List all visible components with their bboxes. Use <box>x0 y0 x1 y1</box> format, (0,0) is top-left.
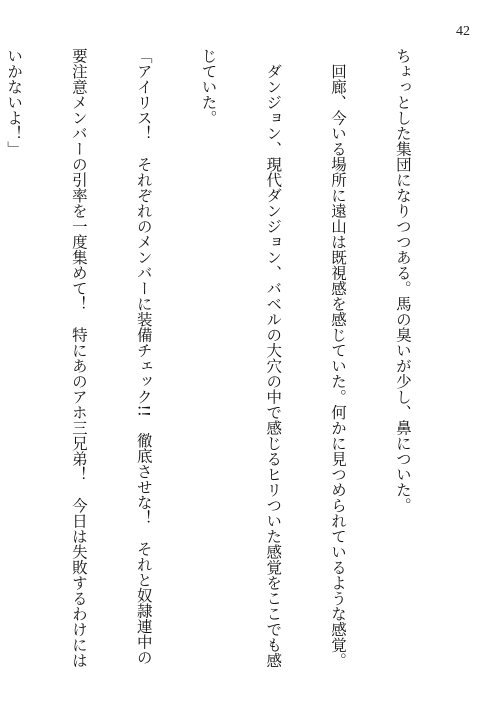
text-line: いかないよ！」 <box>5 48 24 157</box>
text-line: じていた。 <box>199 48 218 126</box>
page-number: 42 <box>456 24 470 39</box>
text-line: 回廊、今いる場所に遠山は既視感を感じていた。何かに見つめられているような感覚。 <box>329 48 348 668</box>
text-line: ちょっとした集団になりつつある。馬の臭いが少し、鼻についた。 <box>393 48 412 513</box>
novel-body-text <box>0 48 456 678</box>
text-line: 要注意メンバーの引率を一度集めて！ 特にあのアホ三兄弟！ 今日は失敗するわけには <box>69 48 88 668</box>
text-line: ダンジョン、現代ダンジョン、バベルの大穴の中で感じるヒリついた感覚をここでも感 <box>264 48 283 668</box>
text-line: 「アイリス！ それぞれのメンバーに装備チェック!! 徹底させな！ それと奴隷連中の <box>134 48 153 665</box>
